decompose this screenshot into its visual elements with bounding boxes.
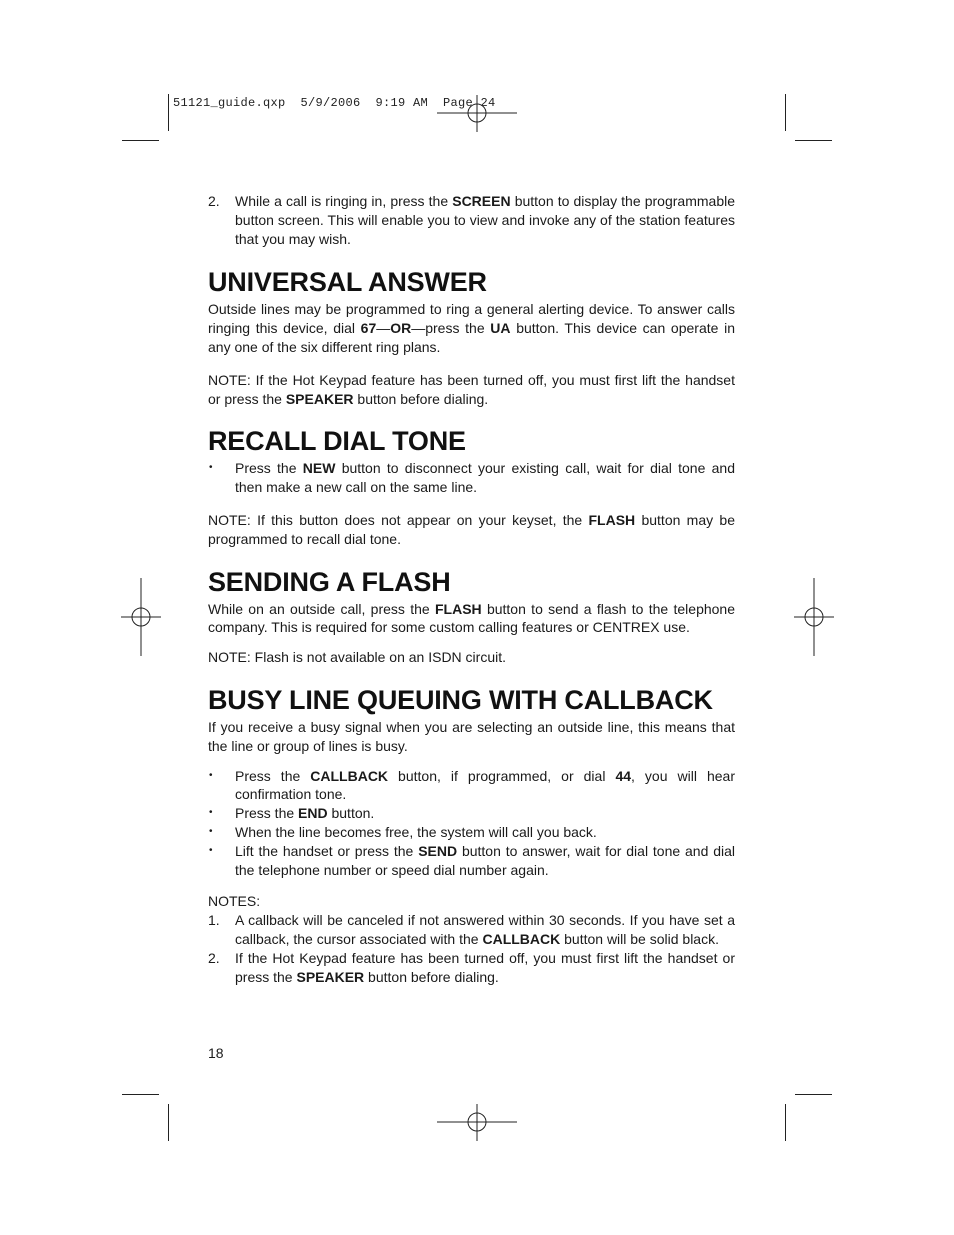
note-number: 2. xyxy=(208,949,220,966)
bold-keyword: FLASH xyxy=(588,511,636,528)
bold-keyword: NEW xyxy=(302,460,336,477)
bold-keyword: OR xyxy=(390,320,412,337)
bullet-icon: • xyxy=(209,462,213,474)
bullet-icon: • xyxy=(209,769,213,781)
recall-bullet-text: Press the NEW button to disconnect your existing call, wait for dial tone and then make a new call on the same line. xyxy=(235,460,735,496)
crop-mark-top-left-horizontal xyxy=(122,140,159,141)
bold-keyword: UA xyxy=(490,320,511,337)
bullet-icon: • xyxy=(209,825,213,837)
bold-keyword: 67 xyxy=(360,320,377,337)
bold-keyword: CALLBACK xyxy=(482,930,561,947)
bullet-icon: • xyxy=(209,844,213,856)
registration-mark-left-icon xyxy=(121,578,161,656)
crop-mark-top-right-vertical xyxy=(785,94,786,131)
list-item-text: When the line becomes free, the system will call you back. xyxy=(235,823,597,840)
crop-mark-top-left-vertical xyxy=(168,94,169,131)
note-item xyxy=(208,911,735,949)
list-item xyxy=(208,804,735,823)
bold-keyword: SCREEN xyxy=(452,193,511,209)
bold-keyword: SEND xyxy=(418,842,458,859)
bold-keyword: CALLBACK xyxy=(310,767,389,784)
slug-line: 51121_guide.qxp 5/9/2006 9:19 AM Page 24 xyxy=(173,96,496,110)
page-number: 18 xyxy=(208,1045,224,1061)
bullet-icon: • xyxy=(209,807,213,819)
bold-keyword: SPEAKER xyxy=(285,390,354,407)
universal-answer-note: NOTE: If the Hot Keypad feature has been turned off, you must first lift the handset or press the SPEAKER button before dialing. xyxy=(208,371,735,407)
crop-mark-top-right-horizontal xyxy=(795,140,832,141)
step-number: 2. xyxy=(208,193,220,209)
notes-label: NOTES: xyxy=(208,893,261,910)
note-item xyxy=(208,949,735,987)
section-title-sending-a-flash: SENDING A FLASH xyxy=(208,566,451,597)
list-item-text: Press the END button. xyxy=(235,805,375,822)
recall-note: NOTE: If this button does not appear on your keyset, the FLASH button may be programmed to recall dial tone. xyxy=(208,511,735,547)
section-title-recall-dial-tone: RECALL DIAL TONE xyxy=(208,426,466,457)
list-item xyxy=(208,823,735,842)
universal-answer-paragraph: Outside lines may be programmed to ring a general alerting device. To answer calls ringing this device, dial 67—OR—press the UA button. This device can operate in any one of the six different ring plans. xyxy=(208,301,735,355)
bold-keyword: END xyxy=(298,805,328,822)
bold-keyword: 44 xyxy=(615,767,632,784)
sending-flash-note: NOTE: Flash is not available on an ISDN circuit. xyxy=(208,649,507,666)
sending-flash-paragraph: While on an outside call, press the FLASH button to send a flash to the telephone company. This is required for some custom calling features or CENTREX use. xyxy=(208,600,735,636)
crop-mark-bottom-left-horizontal xyxy=(122,1094,159,1095)
note-text: If the Hot Keypad feature has been turned off, you must first lift the handset or press the SPEAKER button before dialing. xyxy=(235,949,735,985)
list-item-text: Lift the handset or press the SEND button to answer, wait for dial tone and dial the telephone number or speed dial number again. xyxy=(235,842,735,878)
bold-keyword: SPEAKER xyxy=(296,968,365,985)
busy-line-bullet-list xyxy=(208,767,735,880)
registration-mark-bottom-icon xyxy=(437,1104,517,1141)
bold-keyword: FLASH xyxy=(434,600,482,617)
note-text: A callback will be canceled if not answered within 30 seconds. If you have set a callback, the cursor associated with the CALLBACK button will be solid black. xyxy=(235,912,735,947)
busy-line-paragraph: If you receive a busy signal when you are selecting an outside line, this means that the line or group of lines is busy. xyxy=(208,718,735,754)
crop-mark-bottom-left-vertical xyxy=(168,1104,169,1141)
section-title-universal-answer: UNIVERSAL ANSWER xyxy=(208,267,487,298)
section-title-busy-line-queuing: BUSY LINE QUEUING WITH CALLBACK xyxy=(208,684,713,715)
page-content xyxy=(208,192,735,986)
intro-step xyxy=(208,192,735,248)
list-item xyxy=(208,842,735,880)
list-item xyxy=(208,459,735,497)
list-item-text: Press the CALLBACK button, if programmed, or dial 44, you will hear confirmation tone. xyxy=(235,767,735,803)
intro-text: While a call is ringing in, press the SCREEN button to display the programmable button screen. This will enable you to view and invoke any of the station features that you may wish. xyxy=(235,193,735,247)
note-number: 1. xyxy=(208,912,220,929)
list-item xyxy=(208,767,735,805)
crop-mark-bottom-right-horizontal xyxy=(795,1094,832,1095)
crop-mark-bottom-right-vertical xyxy=(785,1104,786,1141)
registration-mark-right-icon xyxy=(794,578,834,656)
